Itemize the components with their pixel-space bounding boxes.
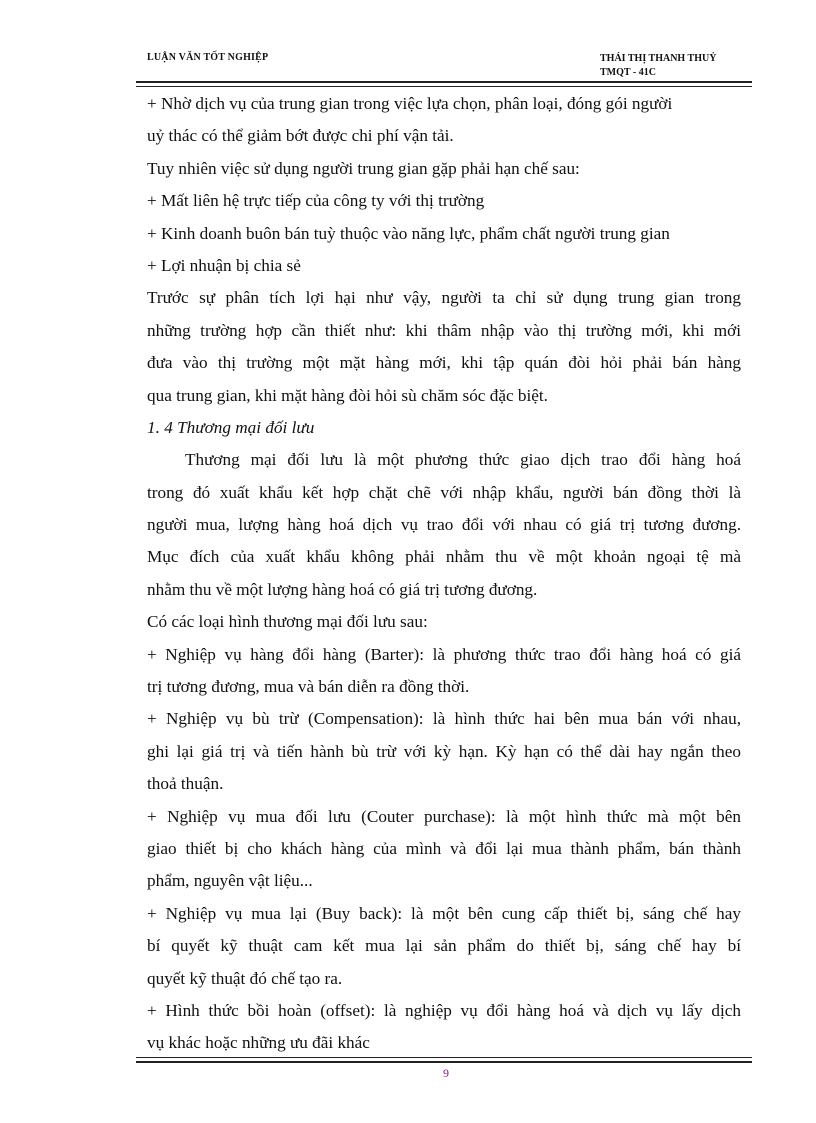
text-line: phẩm, nguyên vật liệu... xyxy=(147,871,313,891)
section-heading: 1. 4 Thương mại đối lưu xyxy=(147,417,315,437)
text-line: trị tương đương, mua và bán diễn ra đồng thời. xyxy=(147,677,470,697)
text-line: đưa vào thị trường một mặt hàng mới, khi tập quán đòi hỏi phải bán hàng xyxy=(147,353,741,373)
page-number: 9 xyxy=(443,1066,449,1080)
text-line: Trước sự phân tích lợi hại như vậy, người ta chỉ sử dụng trung gian trong xyxy=(147,288,741,308)
document-body xyxy=(147,88,741,1060)
header-author-name: THÁI THỊ THANH THUỶ xyxy=(600,53,717,64)
header-left-title: LUẬN VĂN TỐT NGHIỆP xyxy=(147,52,269,63)
text-line: uỷ thác có thể giảm bớt được chi phí vận tải. xyxy=(147,126,454,146)
text-line: ghi lại giá trị và tiến hành bù trừ với kỳ hạn. Kỳ hạn có thể dài hay ngắn theo xyxy=(147,741,741,761)
text-line: Mục đích của xuất khẩu không phải nhằm thu về một khoản ngoại tệ mà xyxy=(147,547,741,567)
footer-rule-thin xyxy=(136,1057,752,1058)
text-line: trong đó xuất khẩu kết hợp chặt chẽ với nhập khẩu, người bán đồng thời là xyxy=(147,482,741,502)
text-line: nhằm thu về một lượng hàng hoá có giá trị tương đương. xyxy=(147,579,538,599)
text-line: Tuy nhiên việc sử dụng người trung gian gặp phải hạn chế sau: xyxy=(147,158,580,178)
text-line: + Nghiệp vụ hàng đổi hàng (Barter): là phương thức trao đổi hàng hoá có giá xyxy=(147,644,741,664)
text-line: + Nghiệp vụ bù trừ (Compensation): là hình thức hai bên mua bán với nhau, xyxy=(147,709,741,729)
text-line: + Nghiệp vụ mua lại (Buy back): là một bên cung cấp thiết bị, sáng chế hay xyxy=(147,903,741,923)
text-line: + Kinh doanh buôn bán tuỳ thuộc vào năng lực, phẩm chất người trung gian xyxy=(147,223,670,243)
header-rule-thick xyxy=(136,81,752,83)
text-line: thoả thuận. xyxy=(147,774,224,794)
header-author-class: TMQT - 41C xyxy=(600,67,656,78)
text-line: Có các loại hình thương mại đối lưu sau: xyxy=(147,612,428,632)
text-line: người mua, lượng hàng hoá dịch vụ trao đổi với nhau có giá trị tương đương. xyxy=(147,515,741,535)
text-line: + Hình thức bồi hoàn (offset): là nghiệp vụ đổi hàng hoá và dịch vụ lấy dịch xyxy=(147,1000,741,1020)
text-line: + Lợi nhuận bị chia sẻ xyxy=(147,255,301,275)
text-line: quyết kỹ thuật đó chế tạo ra. xyxy=(147,968,343,988)
text-line: + Nghiệp vụ mua đối lưu (Couter purchase): là một hình thức mà một bên xyxy=(147,806,741,826)
text-line: Thương mại đối lưu là một phương thức giao dịch trao đổi hàng hoá xyxy=(185,450,741,470)
footer-rule-thick xyxy=(136,1061,752,1063)
text-line: những trường hợp cần thiết như: khi thâm nhập vào thị trường mới, khi mới xyxy=(147,320,741,340)
text-line: bí quyết kỹ thuật cam kết mua lại sản phẩm do thiết bị, sáng chế hay bí xyxy=(147,936,741,956)
header-rule-thin xyxy=(136,86,752,87)
text-line: giao thiết bị cho khách hàng của mình và đổi lại mua thành phẩm, bán thành xyxy=(147,838,741,858)
text-line: + Nhờ dịch vụ của trung gian trong việc lựa chọn, phân loại, đóng gói người xyxy=(147,94,673,113)
text-line: vụ khác hoặc những ưu đãi khác xyxy=(147,1033,370,1053)
header-right-author xyxy=(600,52,760,80)
text-line: qua trung gian, khi mặt hàng đòi hỏi sù chăm sóc đặc biệt. xyxy=(147,385,548,405)
text-line: + Mất liên hệ trực tiếp của công ty với thị trường xyxy=(147,191,485,211)
